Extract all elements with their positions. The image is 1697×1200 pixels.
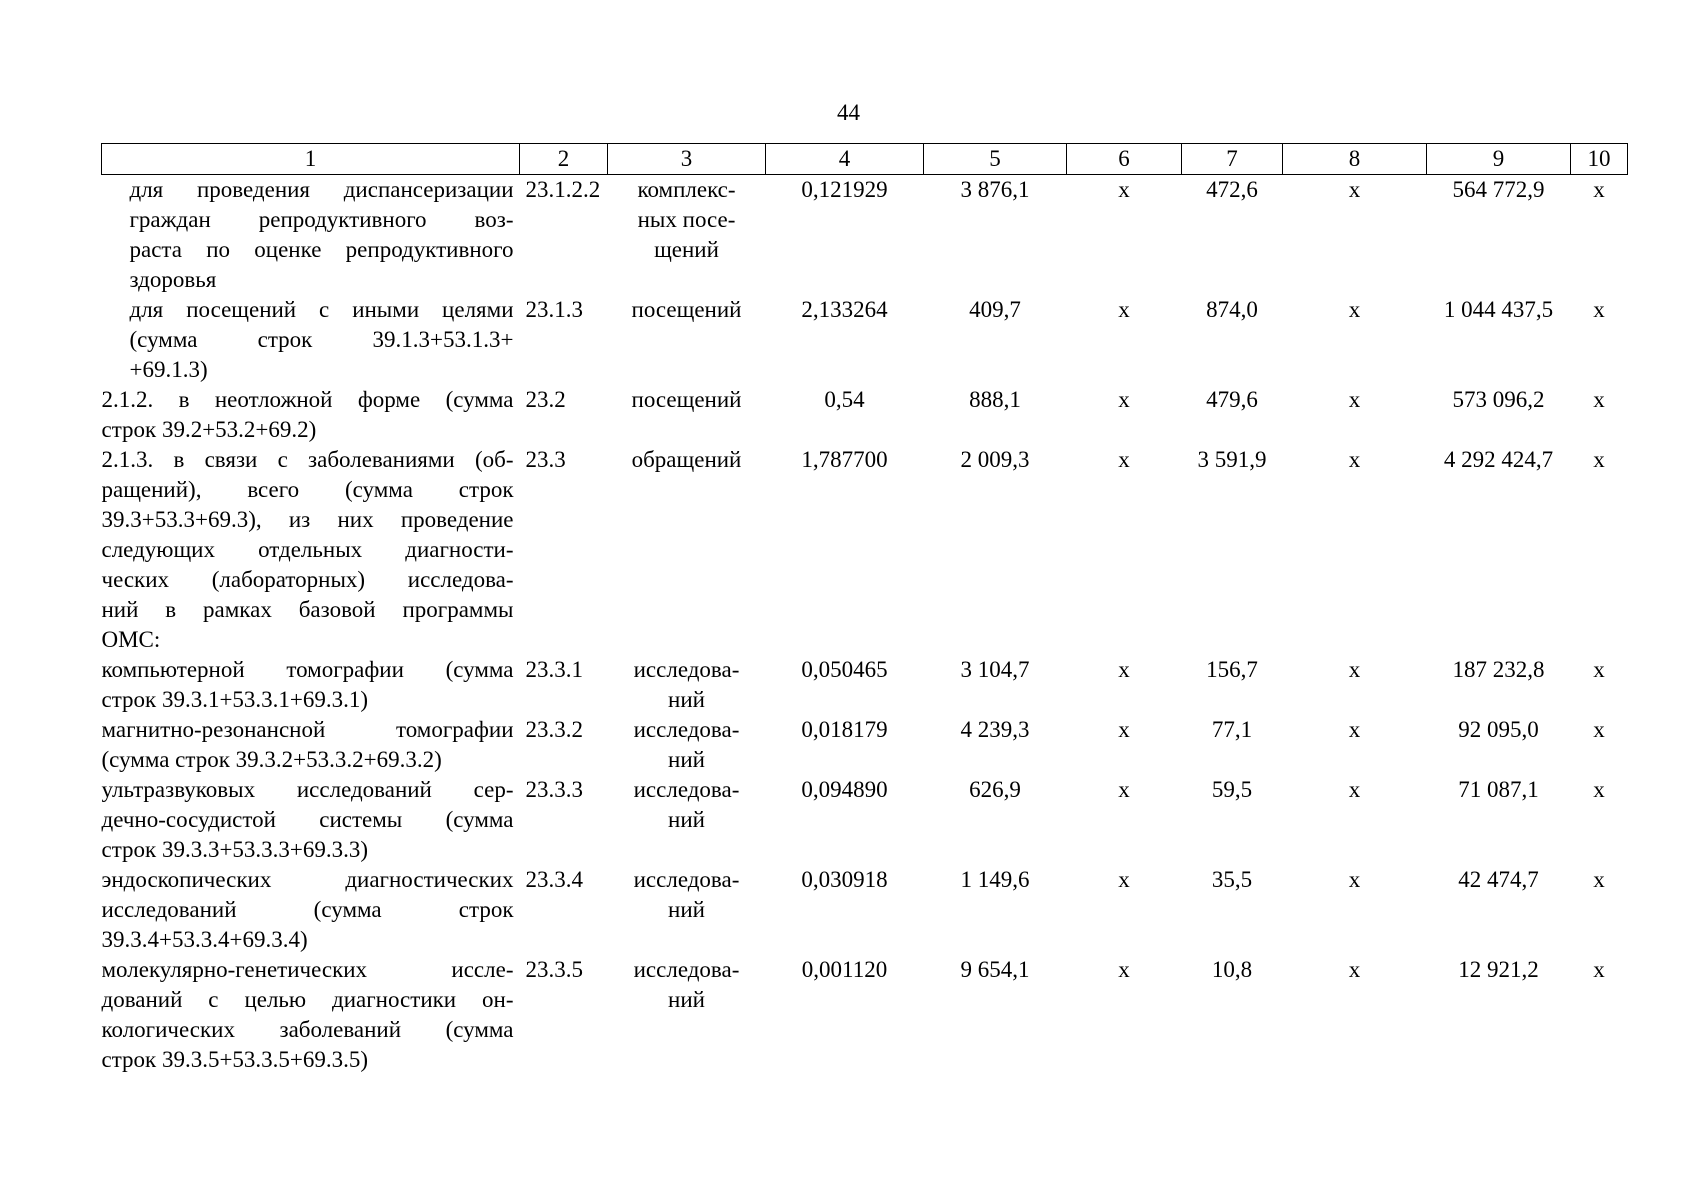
row-col6: х [1118,717,1130,742]
column-header-5: 5 [924,144,1067,175]
description-line: (сумма строк 39.3.2+53.3.2+69.3.2) [101,747,442,772]
description-line: 2.1.2. в неотложной форме (сумма [101,387,514,412]
row-col6: х [1118,867,1130,892]
row-total: 12 921,2 [1458,957,1539,982]
row-col6: х [1118,957,1130,982]
row-col8: х [1348,447,1361,472]
description-line: здоровья [129,267,217,292]
unit-line: посещений [631,297,742,322]
row-col6: х [1118,177,1130,202]
column-header-4: 4 [766,144,924,175]
row-code: 23.3.4 [525,867,583,892]
description-line: ультразвуковых исследований сер- [101,777,514,802]
unit-line: ний [668,807,705,832]
row-code: 23.3.5 [525,957,583,982]
row-per-capita: 472,6 [1206,177,1258,202]
unit-line: ний [668,897,705,922]
row-col6: х [1118,297,1130,322]
row-unit [608,715,766,775]
description-line: молекулярно-генетических иссле- [101,957,514,982]
row-cost-norm: 409,7 [969,297,1021,322]
row-col10: х [1593,297,1605,322]
row-unit [608,655,766,715]
data-table [101,143,1628,1075]
unit-line: посещений [631,387,742,412]
row-col10: х [1593,177,1605,202]
column-header-1: 1 [102,144,520,175]
row-cost-norm: 626,9 [969,777,1021,802]
table-row [102,955,1628,1075]
row-total: 187 232,8 [1452,657,1545,682]
unit-line: ний [668,747,705,772]
description-line: 39.3.4+53.3.4+69.3.4) [101,927,308,952]
row-total: 92 095,0 [1458,717,1539,742]
description-line: ОМС: [101,627,161,652]
table-row [102,775,1628,865]
row-per-capita: 77,1 [1211,717,1253,742]
row-description [102,865,520,955]
row-col8: х [1348,957,1361,982]
description-line: строк 39.2+53.2+69.2) [101,417,317,442]
unit-line: исследова- [633,867,740,892]
description-line: граждан репродуктивного воз- [129,207,514,232]
row-total: 573 096,2 [1452,387,1545,412]
description-line: для посещений с иными целями [129,297,514,322]
row-total: 42 474,7 [1458,867,1539,892]
row-description [102,775,520,865]
unit-line: исследова- [633,957,740,982]
table-row [102,865,1628,955]
row-description [102,175,520,296]
description-line: 2.1.3. в связи с заболеваниями (об- [101,447,514,472]
column-header-6: 6 [1067,144,1182,175]
unit-line: ных посе- [637,207,736,232]
table-row [102,715,1628,775]
row-code: 23.1.2.2 [525,177,601,202]
row-code: 23.3.1 [525,657,583,682]
row-code: 23.2 [525,387,566,412]
row-col8: х [1348,657,1361,682]
row-unit [608,295,766,385]
row-volume-norm: 0,018179 [801,717,888,742]
column-header-2: 2 [520,144,608,175]
description-line: строк 39.3.3+53.3.3+69.3.3) [101,837,369,862]
table-row [102,295,1628,385]
row-col6: х [1118,447,1130,472]
row-cost-norm: 9 654,1 [960,957,1030,982]
table-row [102,175,1628,296]
column-header-8: 8 [1283,144,1427,175]
row-code: 23.1.3 [525,297,583,322]
row-volume-norm: 0,001120 [801,957,888,982]
description-line: ращений), всего (сумма строк [101,477,514,502]
row-description [102,715,520,775]
row-per-capita: 10,8 [1211,957,1253,982]
row-per-capita: 874,0 [1206,297,1258,322]
description-line: дечно-сосудистой системы (сумма [101,807,514,832]
row-col10: х [1593,447,1605,472]
row-volume-norm: 0,030918 [801,867,888,892]
row-unit [608,175,766,296]
description-line: эндоскопических диагностических [101,867,514,892]
description-line: раста по оценке репродуктивного [129,237,514,262]
header-row [102,144,1628,175]
row-col6: х [1118,777,1130,802]
row-col10: х [1593,657,1605,682]
column-header-9: 9 [1427,144,1571,175]
row-col8: х [1348,177,1361,202]
row-unit [608,775,766,865]
row-col8: х [1348,777,1361,802]
row-per-capita: 35,5 [1211,867,1253,892]
column-header-3: 3 [608,144,766,175]
row-code: 23.3.3 [525,777,583,802]
description-line: для проведения диспансеризации [129,177,514,202]
row-volume-norm: 0,094890 [801,777,888,802]
row-unit [608,955,766,1075]
description-line: исследований (сумма строк [101,897,514,922]
description-line: строк 39.3.5+53.3.5+69.3.5) [101,1047,369,1072]
row-col8: х [1348,387,1361,412]
column-header-7: 7 [1182,144,1283,175]
description-line: +69.1.3) [129,357,208,382]
description-line: ний в рамках базовой программы [101,597,514,622]
row-per-capita: 156,7 [1206,657,1258,682]
row-description [102,955,520,1075]
description-line: следующих отдельных диагности- [101,537,514,562]
row-col8: х [1348,717,1361,742]
row-col10: х [1593,387,1605,412]
unit-line: исследова- [633,657,740,682]
description-line: ческих (лабораторных) исследова- [101,567,514,592]
unit-line: ний [668,987,705,1012]
row-col10: х [1593,777,1605,802]
row-description [102,295,520,385]
row-col8: х [1348,867,1361,892]
table-row [102,445,1628,655]
table-row [102,385,1628,445]
row-description [102,655,520,715]
row-per-capita: 479,6 [1206,387,1258,412]
unit-line: исследова- [633,777,740,802]
row-total: 564 772,9 [1452,177,1545,202]
table-body [102,175,1628,1076]
description-line: (сумма строк 39.1.3+53.1.3+ [129,327,514,352]
row-description [102,385,520,445]
row-description [102,445,520,655]
unit-line: комплекс- [637,177,736,202]
row-per-capita: 59,5 [1211,777,1253,802]
row-col10: х [1593,957,1605,982]
row-unit [608,385,766,445]
row-volume-norm: 0,050465 [801,657,888,682]
row-unit [608,445,766,655]
unit-line: ний [668,687,705,712]
row-volume-norm: 2,133264 [801,297,888,322]
row-cost-norm: 888,1 [969,387,1021,412]
row-col8: х [1348,297,1361,322]
row-per-capita: 3 591,9 [1197,447,1267,472]
unit-line: исследова- [633,717,740,742]
table-container [101,143,1627,1075]
row-col6: х [1118,387,1130,412]
row-total: 1 044 437,5 [1443,297,1554,322]
description-line: дований с целью диагностики он- [101,987,514,1012]
row-total: 71 087,1 [1458,777,1539,802]
row-cost-norm: 2 009,3 [960,447,1030,472]
row-cost-norm: 3 104,7 [960,657,1030,682]
page-number: 44 [837,100,860,125]
description-line: магнитно-резонансной томографии [101,717,514,742]
row-cost-norm: 3 876,1 [960,177,1030,202]
table-row [102,655,1628,715]
row-col10: х [1593,717,1605,742]
row-cost-norm: 4 239,3 [960,717,1030,742]
row-col10: х [1593,867,1605,892]
row-volume-norm: 0,54 [824,387,865,412]
row-code: 23.3.2 [525,717,583,742]
description-line: компьютерной томографии (сумма [101,657,514,682]
description-line: 39.3+53.3+69.3), из них проведение [101,507,514,532]
row-total: 4 292 424,7 [1443,447,1554,472]
row-volume-norm: 0,121929 [801,177,888,202]
row-unit [608,865,766,955]
description-line: кологических заболеваний (сумма [101,1017,514,1042]
unit-line: щений [654,237,719,262]
row-volume-norm: 1,787700 [801,447,888,472]
row-code: 23.3 [525,447,566,472]
row-col6: х [1118,657,1130,682]
row-cost-norm: 1 149,6 [960,867,1030,892]
unit-line: обращений [631,447,742,472]
description-line: строк 39.3.1+53.3.1+69.3.1) [101,687,369,712]
column-header-10: 10 [1571,144,1628,175]
